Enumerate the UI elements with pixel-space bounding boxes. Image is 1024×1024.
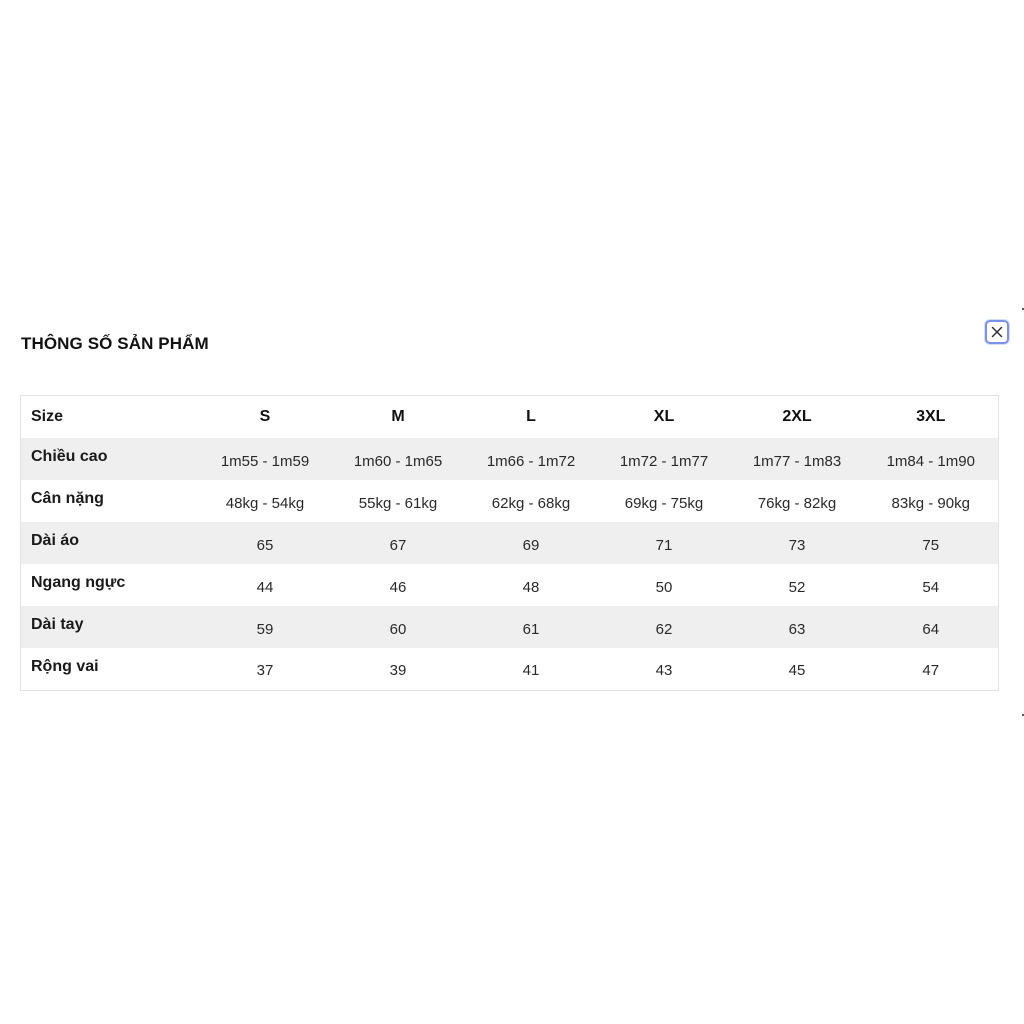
- size-column-header: XL: [598, 396, 731, 439]
- table-cell: 83kg - 90kg: [864, 480, 999, 522]
- table-cell: 61: [465, 606, 598, 648]
- size-header-label: Size: [21, 396, 199, 439]
- table-cell: 50: [598, 564, 731, 606]
- table-cell: 1m77 - 1m83: [731, 438, 864, 480]
- table-cell: 1m72 - 1m77: [598, 438, 731, 480]
- table-cell: 44: [199, 564, 332, 606]
- table-cell: 62: [598, 606, 731, 648]
- table-cell: 73: [731, 522, 864, 564]
- size-column-header: M: [332, 396, 465, 439]
- close-button[interactable]: [985, 320, 1009, 344]
- size-column-header: S: [199, 396, 332, 439]
- row-label: Cân nặng: [21, 480, 199, 522]
- table-row: [21, 438, 999, 480]
- table-cell: 52: [731, 564, 864, 606]
- size-column-header: 2XL: [731, 396, 864, 439]
- table-cell: 47: [864, 648, 999, 690]
- table-cell: 62kg - 68kg: [465, 480, 598, 522]
- table-cell: 48: [465, 564, 598, 606]
- table-row: [21, 648, 999, 690]
- table-cell: 69: [465, 522, 598, 564]
- size-header-row: [21, 396, 999, 439]
- size-chart-table: [20, 395, 999, 691]
- table-cell: 1m60 - 1m65: [332, 438, 465, 480]
- table-cell: 48kg - 54kg: [199, 480, 332, 522]
- table-cell: 75: [864, 522, 999, 564]
- table-cell: 65: [199, 522, 332, 564]
- dialog-title: THÔNG SỐ SẢN PHẨM: [21, 334, 209, 353]
- close-icon: [990, 325, 1004, 339]
- table-cell: 63: [731, 606, 864, 648]
- table-cell: 60: [332, 606, 465, 648]
- size-column-header: 3XL: [864, 396, 999, 439]
- table-cell: 55kg - 61kg: [332, 480, 465, 522]
- table-row: [21, 606, 999, 648]
- table-cell: 45: [731, 648, 864, 690]
- table-cell: 43: [598, 648, 731, 690]
- table-row: [21, 564, 999, 606]
- table-cell: 1m66 - 1m72: [465, 438, 598, 480]
- row-label: Chiều cao: [21, 438, 199, 480]
- table-cell: 41: [465, 648, 598, 690]
- table-cell: 37: [199, 648, 332, 690]
- table-row: [21, 522, 999, 564]
- table-cell: 71: [598, 522, 731, 564]
- row-label: Dài áo: [21, 522, 199, 564]
- size-column-header: L: [465, 396, 598, 439]
- table-cell: 1m84 - 1m90: [864, 438, 999, 480]
- row-label: Rộng vai: [21, 648, 199, 690]
- table-cell: 59: [199, 606, 332, 648]
- table-cell: 69kg - 75kg: [598, 480, 731, 522]
- table-cell: 39: [332, 648, 465, 690]
- table-cell: 76kg - 82kg: [731, 480, 864, 522]
- table-cell: 64: [864, 606, 999, 648]
- row-label: Dài tay: [21, 606, 199, 648]
- table-row: [21, 480, 999, 522]
- table-cell: 46: [332, 564, 465, 606]
- table-cell: 67: [332, 522, 465, 564]
- row-label: Ngang ngực: [21, 564, 199, 606]
- table-cell: 54: [864, 564, 999, 606]
- table-cell: 1m55 - 1m59: [199, 438, 332, 480]
